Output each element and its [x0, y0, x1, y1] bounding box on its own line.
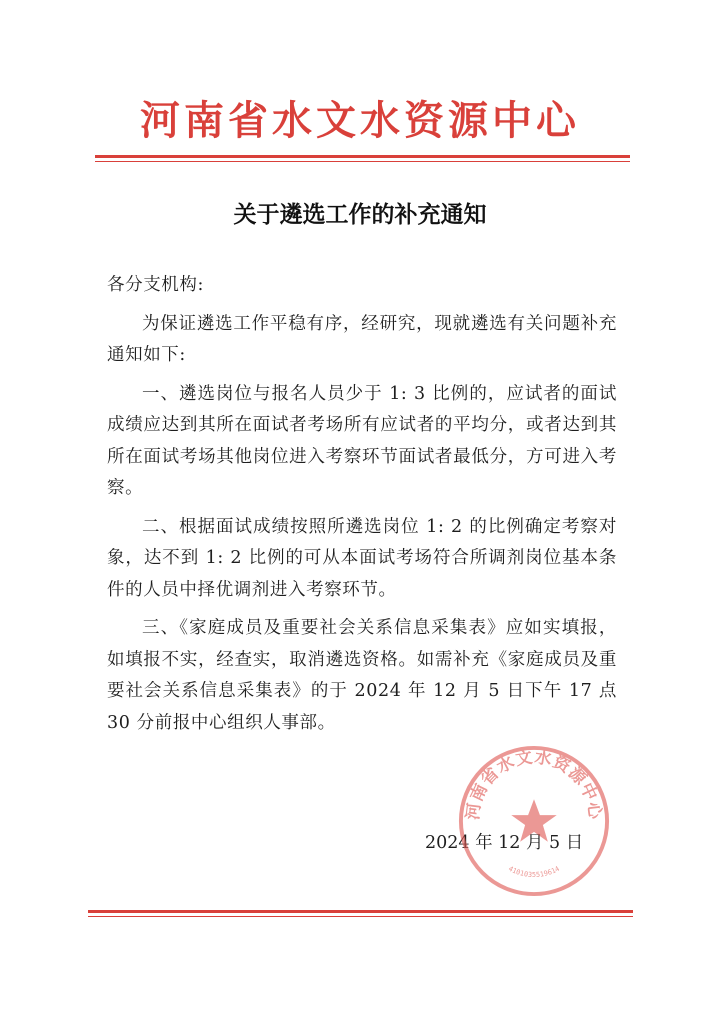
paragraph-intro: 为保证遴选工作平稳有序，经研究，现就遴选有关问题补充通知如下:	[107, 313, 617, 365]
official-seal-stamp	[455, 742, 613, 900]
seal-star-icon	[511, 799, 556, 841]
seal-text: 河南省水文水资源中心	[462, 746, 606, 821]
issue-date: 2024 年 12 月 5 日	[425, 833, 584, 853]
seal-code: 4101035519614	[507, 864, 561, 880]
letterhead-rule-thin	[95, 161, 630, 162]
paragraph-item-2: 二、根据面试成绩按照所遴选岗位 1: 2 的比例确定考察对象，达不到 1: 2 比例的可从本面试考场符合所调剂岗位基本条件的人员中择优调剂进入考察环节。	[107, 516, 617, 600]
salutation: 各分支机构:	[107, 275, 204, 295]
paragraph-item-1: 一、遴选岗位与报名人员少于 1: 3 比例的，应试者的面试成绩应达到其所在面试者考场所有应试者的平均分，或者达到其所在面试考场其他岗位进入考察环节面试者最低分，方可进入考察。	[107, 383, 617, 498]
document-title: 关于遴选工作的补充通知	[233, 201, 487, 228]
document-body	[107, 270, 617, 746]
footer-rule-thick	[88, 910, 633, 913]
paragraph-item-3: 三、《家庭成员及重要社会关系信息采集表》应如实填报，如填报不实，经查实，取消遴选资格。如需补充《家庭成员及重要社会关系信息采集表》的于 2024 年 12 月 5 日下午 17 点 30 分前报中心组织人事部。	[107, 618, 617, 733]
letterhead-title: 河南省水文水资源中心	[140, 97, 580, 144]
footer-rule-thin	[88, 916, 633, 917]
letterhead-rule-thick	[95, 155, 630, 158]
